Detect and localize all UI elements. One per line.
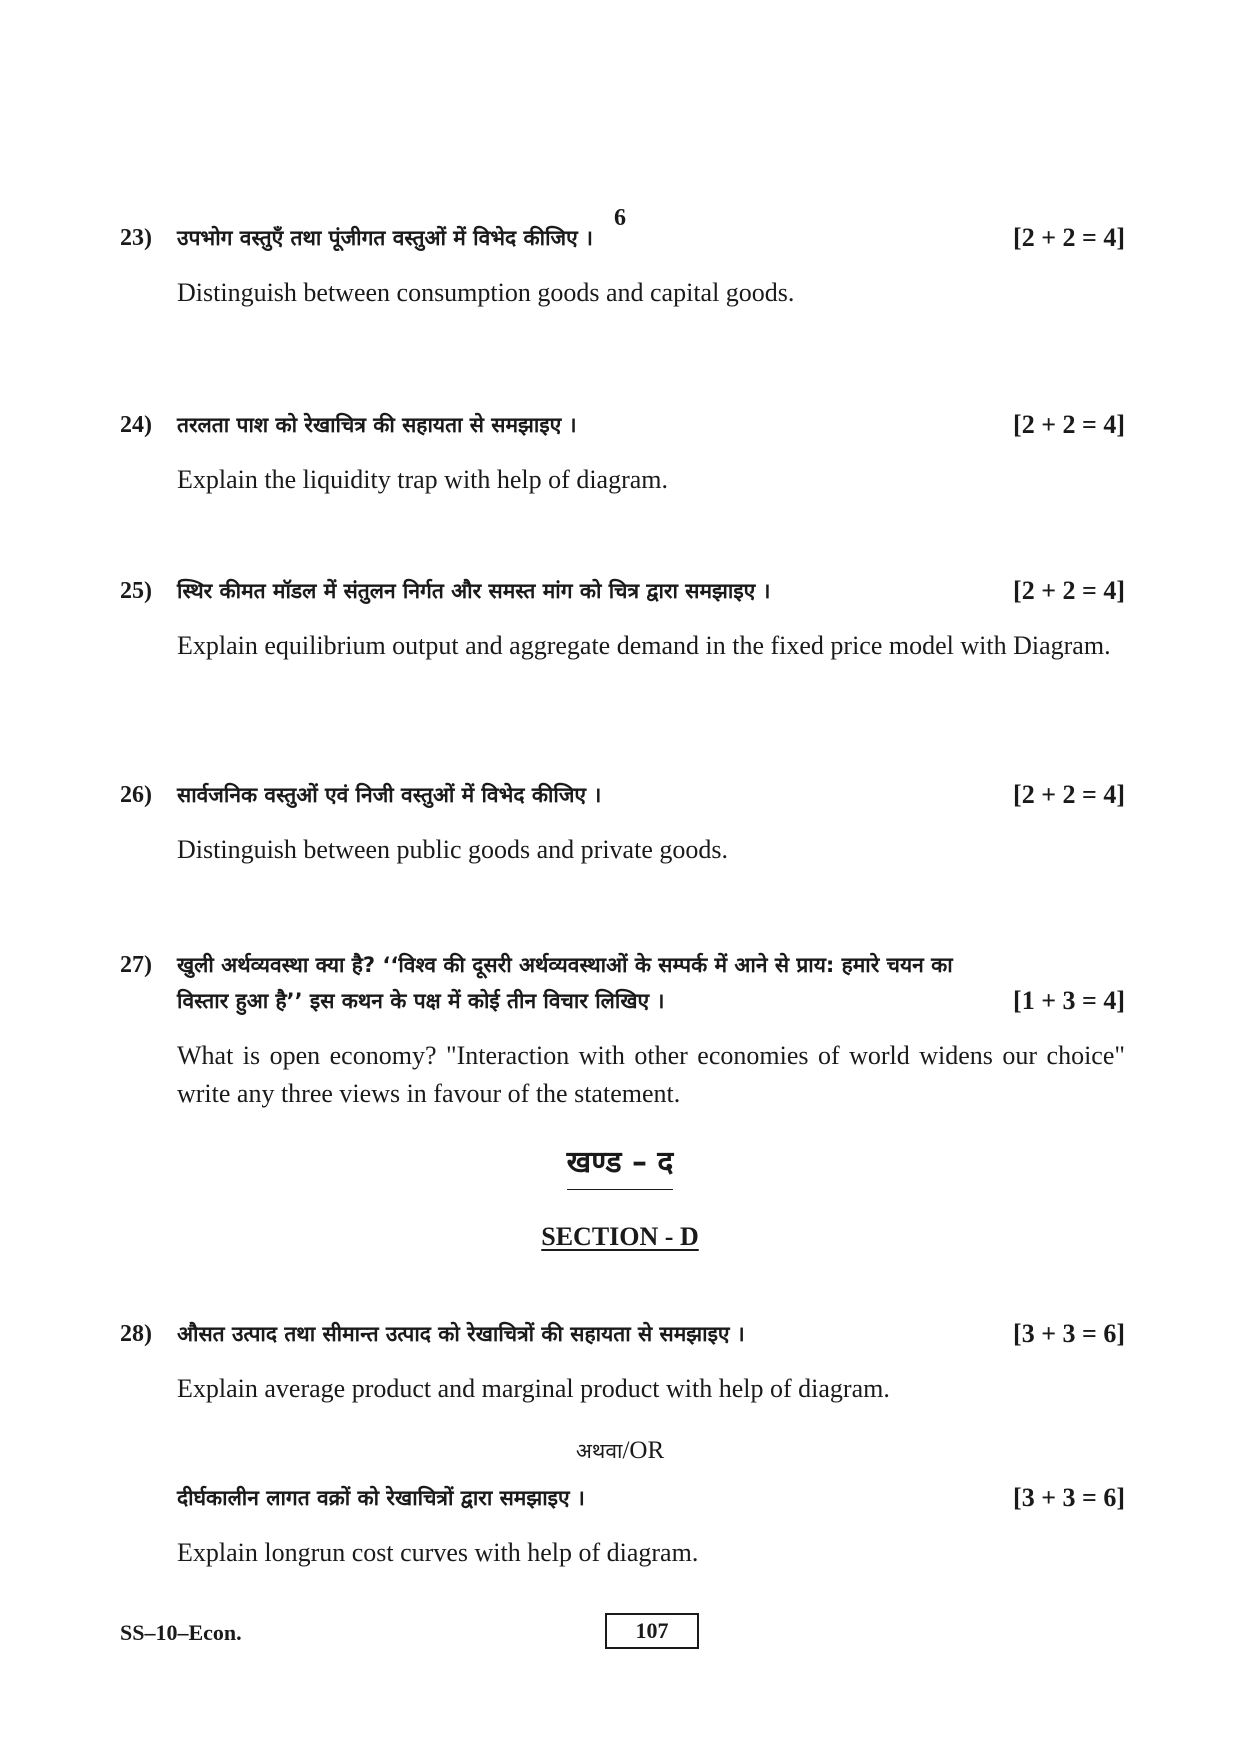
question-marks: [2 + 2 = 4] — [1013, 780, 1125, 809]
question-marks: [2 + 2 = 4] — [1013, 576, 1125, 605]
question-english-text: What is open economy? "Interaction with other economies of world widens our choice" write any three views in favour of the statement. — [177, 1041, 1125, 1108]
question-marks: [3 + 3 = 6] — [1013, 1319, 1125, 1348]
question-28-alternative — [120, 1480, 1125, 1572]
question-number: 24) — [120, 412, 152, 438]
question-hindi-text: खुली अर्थव्यवस्था क्या है? ‘‘विश्व की दूसरी अर्थव्यवस्थाओं के सम्पर्क में आने से प्राय: हमारे चयन का विस्तार हुआ है’’ इस कथन के पक्ष में कोई तीन विचार लिखिए । — [177, 953, 953, 1013]
section-title-english: SECTION - D — [541, 1222, 699, 1251]
or-divider — [0, 1437, 1240, 1465]
question-hindi-text: स्थिर कीमत मॉडल में संतुलन निर्गत और समस्त मांग को चित्र द्वारा समझाइए । — [177, 579, 771, 603]
question-english-text: Distinguish between consumption goods and capital goods. — [177, 278, 795, 307]
question-head — [120, 777, 1125, 813]
question-head — [120, 947, 1125, 1019]
question-27 — [120, 947, 1125, 1113]
question-english-text: Distinguish between public goods and private goods. — [177, 835, 728, 864]
or-label-hindi: अथवा — [575, 1439, 623, 1463]
paper-code: SS–10–Econ. — [120, 1620, 242, 1645]
question-number: 28) — [120, 1321, 152, 1347]
footer-page-number: 107 — [605, 1613, 699, 1649]
question-marks: [2 + 2 = 4] — [1013, 410, 1125, 439]
question-head — [120, 220, 1125, 256]
question-marks: [3 + 3 = 6] — [1013, 1483, 1125, 1512]
question-hindi-text: उपभोग वस्तुएँ तथा पूंजीगत वस्तुओं में विभेद कीजिए । — [177, 226, 593, 250]
question-25 — [120, 573, 1125, 665]
question-hindi-text: सार्वजनिक वस्तुओं एवं निजी वस्तुओं में विभेद कीजिए । — [177, 783, 602, 807]
question-hindi-text: तरलता पाश को रेखाचित्र की सहायता से समझाइए । — [177, 413, 577, 437]
question-24 — [120, 407, 1125, 499]
section-heading-hindi — [0, 1140, 1240, 1190]
question-hindi-text: दीर्घकालीन लागत वक्रों को रेखाचित्रों द्वारा समझाइए । — [177, 1486, 585, 1510]
question-number: 25) — [120, 578, 152, 604]
or-label-english: /OR — [622, 1437, 665, 1464]
question-26 — [120, 777, 1125, 869]
question-28 — [120, 1316, 1125, 1408]
question-23 — [120, 220, 1125, 312]
question-head — [120, 573, 1125, 609]
question-hindi-text: औसत उत्पाद तथा सीमान्त उत्पाद को रेखाचित्रों की सहायता से समझाइए । — [177, 1322, 745, 1346]
section-title-hindi: खण्ड – द — [567, 1140, 674, 1190]
question-marks: [2 + 2 = 4] — [1013, 223, 1125, 252]
section-heading-english — [0, 1222, 1240, 1252]
question-number: 23) — [120, 225, 152, 251]
question-head — [120, 1480, 1125, 1516]
question-english-text: Explain longrun cost curves with help of diagram. — [177, 1538, 699, 1567]
question-number: 26) — [120, 782, 152, 808]
question-number: 27) — [120, 952, 152, 978]
question-english-text: Explain the liquidity trap with help of diagram. — [177, 465, 669, 494]
question-head — [120, 407, 1125, 443]
question-english-text: Explain equilibrium output and aggregate demand in the fixed price model with Diagram. — [177, 631, 1111, 660]
page-number: 6 — [614, 205, 626, 231]
question-head — [120, 1316, 1125, 1352]
question-english-text: Explain average product and marginal product with help of diagram. — [177, 1374, 890, 1403]
question-marks: [1 + 3 = 4] — [1013, 986, 1125, 1015]
